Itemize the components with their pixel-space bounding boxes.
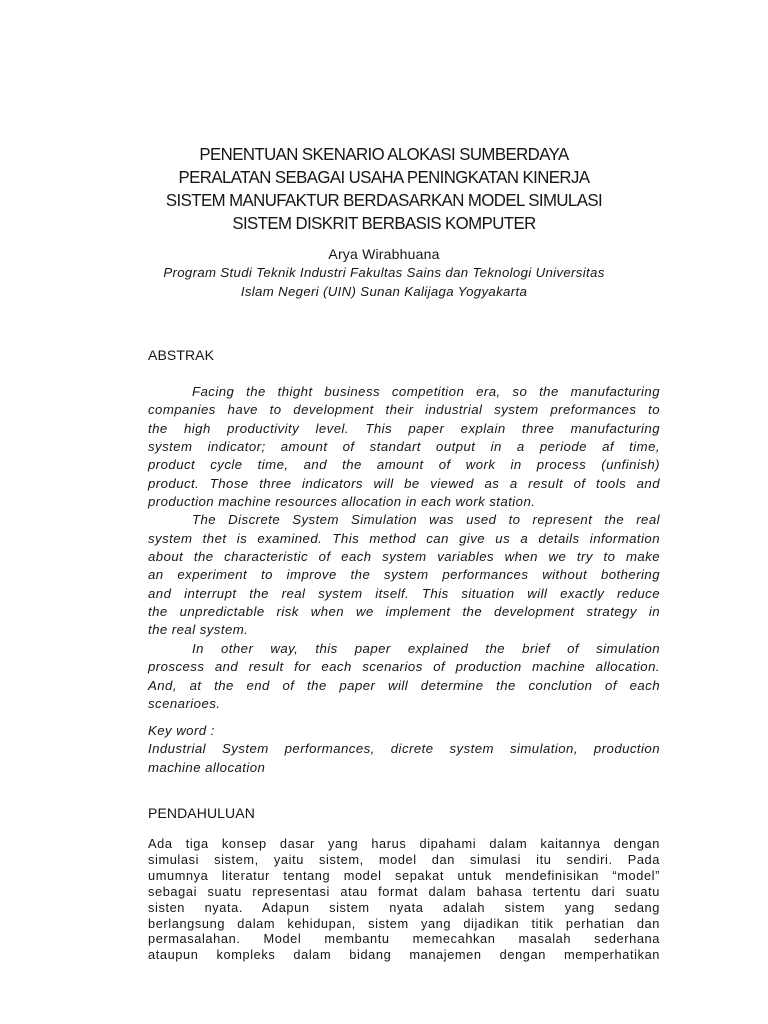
introduction-line: sisten nyata. Adapun sistem nyata adalah sistem yang sedang [148, 899, 660, 915]
abstract-line: And, at the end of the paper will determine the conclution of each [148, 677, 660, 693]
title-line: PENENTUAN SKENARIO ALOKASI SUMBERDAYA [199, 144, 569, 164]
abstract-line: product. Those three indicators will be viewed as a result of tools and [148, 475, 660, 491]
paper-title [131, 143, 638, 235]
abstract-line: proscess and result for each scenarios of production machine allocation. [148, 659, 660, 675]
abstract-line: Facing the thight business competition era, so the manufacturing [192, 384, 660, 399]
abstract-line: product cycle time, and the amount of work in process (unfinish) [148, 457, 660, 473]
abstract-line: The Discrete System Simulation was used to represent the real [192, 512, 660, 528]
abstract-line: and interrupt the real system itself. This situation will exactly reduce [148, 585, 660, 601]
abstract-heading: ABSTRAK [148, 347, 215, 363]
title-line: SISTEM MANUFAKTUR BERDASARKAN MODEL SIMULASI [165, 190, 603, 210]
introduction-body [148, 836, 660, 963]
abstract-line: the high productivity level. This paper explain three manufacturing [148, 420, 660, 436]
affiliation-line: Program Studi Teknik Industri Fakultas Sains dan Teknologi Universitas [163, 265, 605, 280]
keywords-label: Key word : [148, 723, 215, 738]
keywords-line: Industrial System performances, dicrete system simulation, production [148, 741, 660, 757]
abstract-line: about the characteristic of each system variables when we try to make [148, 549, 660, 565]
introduction-line: ataupun kompleks dalam bidang manajemen dengan memperhatikan [148, 947, 660, 963]
introduction-line: berlangsung dalam kehidupan, sistem yang dijadikan titik perhatian dan [148, 915, 660, 931]
introduction-line: simulasi sistem, yaitu sistem, model dan simulasi itu sendiri. Pada [148, 851, 660, 867]
abstract-line: companies have to development their industrial system preformances to [148, 402, 660, 418]
keywords-line: machine allocation [148, 759, 266, 775]
affiliation-line: Islam Negeri (UIN) Sunan Kalijaga Yogyakarta [240, 284, 528, 299]
introduction-line: Ada tiga konsep dasar yang harus dipahami dalam kaitannya dengan [148, 836, 660, 851]
abstract-line: In other way, this paper explained the brief of simulation [192, 640, 660, 656]
title-line: SISTEM DISKRIT BERBASIS KOMPUTER [232, 213, 536, 233]
introduction-line: permasalahan. Model membantu memecahkan masalah sederhana [148, 931, 660, 947]
abstract-line: system indicator; amount of standart output in a periode af time, [148, 439, 660, 455]
keywords-block [148, 722, 660, 777]
abstract-line: system thet is examined. This method can give us a details information [148, 530, 660, 546]
introduction-line: sebagai suatu representasi atau format dalam bahasa tertentu dari suatu [148, 883, 660, 899]
introduction-heading: PENDAHULUAN [148, 805, 255, 821]
author-name: Arya Wirabhuana [328, 246, 440, 262]
introduction-line: umumnya literatur tentang model sepakat untuk mendefinisikan “model” [148, 867, 660, 883]
title-line: PERALATAN SEBAGAI USAHA PENINGKATAN KINERJA [178, 167, 590, 187]
abstract-line: production machine resources allocation in each work station. [148, 494, 536, 510]
abstract-body [148, 383, 660, 713]
author-affiliation [100, 263, 668, 301]
abstract-line: the real system. [148, 622, 249, 638]
abstract-line: an experiment to improve the system performances without bothering [148, 567, 660, 583]
abstract-line: scenarioes. [148, 695, 221, 711]
abstract-line: the unpredictable risk when we implement the development strategy in [148, 604, 660, 620]
